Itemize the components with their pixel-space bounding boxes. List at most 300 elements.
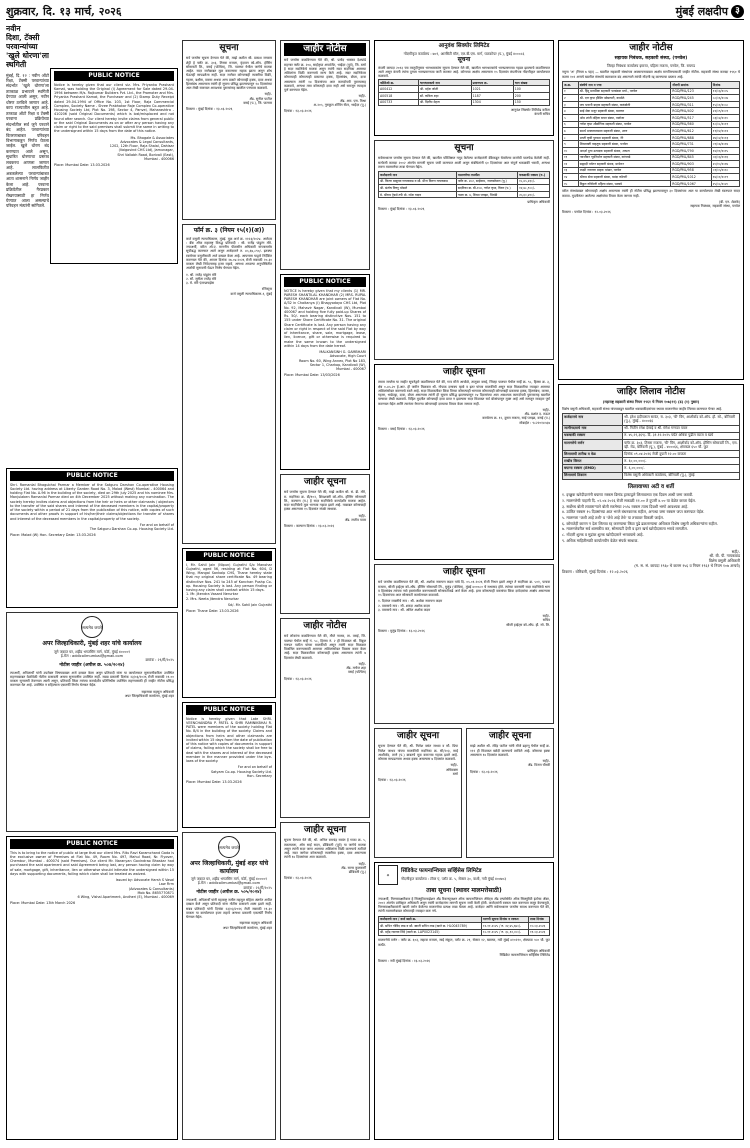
- table-row: [563, 161, 740, 168]
- notice-body: सर्व जनतेस कळविण्यात येते की, श्री. प्रमोद भास्कर देशपांडे राहणार फ्लॅट क्र. २०४, साईकृपा अपार्टमेंट, भाईंदर (पूर्व), जि. ठाणे हे सदर सदनिकेचे मालक असून त्यांनी सदर सदनिका आमच्या अशिलांना विक्री करण्याचे मान्य केले आहे. सदर सदनिकेवर कोणाचाही कोणत्याही प्रकारचा हक्क, हितसंबंध, बोजा, दावा असल्यास त्यांनी १४ दिवसांच्या आत कागदोपत्री पुराव्यासह कळवावे, अन्यथा तसा कोणताही दावा नाही असे समजून व्यवहार पूर्ण करण्यात येईल.: [284, 58, 366, 92]
- notice-title: PUBLIC NOTICE: [186, 551, 272, 561]
- notice-place-date: दिनांक : १३.०३.२०२६: [470, 769, 498, 774]
- field-label: राखीव किंमत: [563, 458, 623, 465]
- notice-place-date: Place: Mumbai Date: 13/03/2026: [284, 373, 340, 378]
- table-cell: श्री. दत्त कृपा हौसिंग सोसायटी, कामोठे: [578, 95, 670, 102]
- table-cell: सह्याद्री पर्यटन सहकारी संस्था, माथेरान: [578, 161, 670, 168]
- reference-number: क्रमांक : २१/टी/२०२५: [145, 658, 174, 663]
- terms-title: लिलावाच्या अटी व शर्ती: [627, 483, 675, 490]
- notice-place-date: ठिकाण : मुंबई दिनांक : १३.०३.२०२६: [378, 206, 425, 211]
- table-cell: १४/११/२०१५: [711, 147, 739, 154]
- terms-list: [562, 492, 740, 543]
- paper-name: [676, 5, 744, 19]
- notice-signature: सही/- सचिव श्रीजी हाईट्स को-ऑप. हौ. सो. लि.: [506, 614, 550, 627]
- property-description: मालमत्तेचे वर्णन : फ्लॅट क्र. ६०३, सहावा मजला, साई संकुल, प्लॉट क्र. २१, सेक्टर १२, खारघर, नवी मुंबई ४१०२१०, क्षेत्रफळ ५५० चौ. फूट कार्पेट.: [378, 938, 550, 947]
- public-notice-lost-agreement: [50, 68, 178, 264]
- table-cell: 1304: [471, 99, 513, 106]
- notice-signature: सहाय्यक महसूल अधिकारी अपर जिल्हाधिकारी कार्यालय, मुंबई शहर: [124, 689, 174, 698]
- field-label: लिलावाचे ठिकाण: [563, 472, 623, 479]
- notice-signature: (बी. एन. शेळके) सहायक निबंधक, सहकारी संस्था, पनवेल: [690, 199, 740, 209]
- table-row: [379, 99, 550, 106]
- company-name: आनुवंश सिक्योर लिमिटेड: [438, 43, 490, 49]
- notice-signature: MALKANSINH G. GAMBHARI Advocate, High Court Room No. 60, Wing Annex, Plot No 183, Sector 1, Charkop, Kandivali (W), Mumbai - 400067: [298, 350, 366, 371]
- list-item: ३. सर्वोच्च बोली लावणाऱ्याने बोली रकमेच्या २५% रक्कम त्याच दिवशी भरणे आवश्यक आहे.: [562, 503, 689, 509]
- table-cell: १२,७८,९००/-: [518, 185, 550, 192]
- bank-address: नोंदणीकृत कार्यालय : टॉवर ए, प्लॉट क्र. ५, सेक्टर ३०, वाशी, नवी मुंबई ४००७०३: [401, 877, 507, 882]
- jahir-suchana-mulund: [374, 564, 554, 724]
- table-cell: २५,६०,४१०/-: [518, 191, 550, 198]
- table-row: [563, 128, 740, 135]
- notice-place-date: दिनांक : १३.०३.२०२६: [378, 778, 406, 782]
- jahir-notice-navghar: [280, 618, 370, 818]
- table-cell: विठ्ठल रुक्मिणी महिला संस्था, पळस्पे: [578, 180, 670, 187]
- notice-signature: सही/- ॲड. सुनील पाटील वसई (प.), जि. पालघर: [243, 92, 272, 105]
- field-label: बयाणा रक्कम (EMD): [563, 465, 623, 472]
- list-item: 1. Mr. Jitendra Vasant Nerurkar: [186, 592, 239, 597]
- list-item: ५. मालमत्ता 'जशी आहे तशी' व 'जेथे आहे तेथे' या तत्त्वावर विकली जाईल.: [562, 515, 664, 521]
- list-item: २. मालमत्तेची पाहणी दि. ०२.०४.२०२६ रोजी सकाळी ११.०० ते दुपारी ४.०० या वेळेत करता येईल.: [562, 498, 697, 504]
- notice-body: सर्व जनतेस सूचना देण्यात येते की, माझे अशील श्री. प्रकाश जयराम शेट्टी हे फ्लॅट क्र. ३०३, तिसरा मजला, वृंदावन को-ऑप. हौसिंग सोसायटी लि., वसई (पश्चिम), जि. पालघर येथील जागेचे मालक आहेत. सदर जागेबाबत मुळ करारनामा गहाळ झाला असून शोध घेऊनही सापडलेला नाही. सदर जागेवर कोणत्याही व्यक्तीचा विक्री, गहाण, बक्षीस, वारसा अथवा अन्य प्रकारे कोणताही हक्क, दावा अथवा हितसंबंध असल्यास त्यांनी ही सूचना प्रसिद्ध झाल्यापासून १४ दिवसांच्या आत लेखी स्वरुपात आवश्यक पुराव्यांसह खालील पत्त्यावर कळवावे.: [186, 56, 272, 90]
- table-cell: RGD/PNL/402: [671, 108, 712, 115]
- notice-body: Notice is hereby given that Late SHRI. VEENCHANDRA P. PATEL & SHRI RAMNIKBHAI R. PATEL were members of the society holding Flat No. B/4 in the building of the society. Claims and objections from heirs and other claimants are invited within 15 days from the date of publication of this notice with copies of documents in support of claims, failing which the society shall be free to deal with the shares and interest of the deceased member in the manner provided under the bye-laws of the society.: [186, 716, 272, 763]
- table-cell: ९: [563, 141, 579, 148]
- notice-signature: सही/- अधिवक्ता ठाणे: [445, 763, 458, 776]
- table-cell: ०३/०४/२०१०: [711, 114, 739, 121]
- respondent-list: [186, 273, 272, 286]
- company-share-notice: [374, 40, 554, 136]
- notice-title: सूचना: [454, 143, 474, 153]
- possession-table: [378, 916, 550, 937]
- table-cell: साई सेवा मजूर सहकारी संस्था, खारघर: [578, 108, 670, 115]
- table-row: [563, 121, 740, 128]
- table-row: [563, 114, 740, 121]
- table-cell: श्री. महेश जोशी: [419, 86, 472, 93]
- table-cell: समर्थ मत्स्यव्यवसाय सहकारी संस्था, उरण: [578, 128, 670, 135]
- office-email: ई-मेल : addlcollmumbai@gmail.com: [197, 881, 261, 886]
- table-cell: १: [563, 88, 579, 95]
- table-cell: १४: [563, 174, 579, 181]
- table-cell: A00412: [379, 86, 419, 93]
- table-cell: २२/०९/२००९: [711, 108, 739, 115]
- table-row: [379, 86, 550, 93]
- table-row: [563, 154, 740, 161]
- table-cell: सौ. कविता शहा: [419, 92, 472, 99]
- table-cell: A00518: [379, 92, 419, 99]
- table-cell: RGD/PNL/958: [671, 167, 712, 174]
- notice-body: माझे अशील श्री. रविंद्र पाटील यांनी मौजे डहाणू येथील सर्व्हे क्र. ११२ ही मिळकत खरेदी करण्याचे ठरविले आहे. कोणाचा हक्क असल्यास १४ दिवसांत कळवावे.: [470, 744, 550, 757]
- field-value: रु. ६०,००,०००/-: [623, 458, 740, 465]
- masthead: [6, 4, 744, 20]
- notice-body: ज्याअर्थी, अपिलार्थी यांनी महाराष्ट्र जमीन महसूल संहिता अंतर्गत अपील दाखल केले असून प्रतिवादी यांना नोटीस बजावणे शक्य झाले नाही. सबब प्रतिवादी यांनी दिनांक २३/०३/२०२६ रोजी सकाळी ११.३० वाजता या कार्यालयात हजर राहावे अन्यथा प्रकरणी एकतर्फी निर्णय घेण्यात येईल.: [186, 898, 272, 920]
- table-cell: RGD/PNL/1012: [671, 174, 712, 181]
- table-cell: १३: [563, 167, 579, 174]
- notice-title: सूचना: [219, 43, 239, 53]
- notice-signature: आनुवंश सिक्योर लिमिटेड करिता कंपनी सचिव: [510, 108, 550, 117]
- notice-title: जाहीर नोटीस: [284, 43, 366, 56]
- table-row: [379, 923, 550, 930]
- table-cell: श्री. संतोष विष्णू भोसले: [379, 185, 457, 192]
- table-cell: प्रगती कृषी पुरवठा सहकारी संस्था, नेरे: [578, 134, 670, 141]
- office-name: अपर जिल्हाधिकारी, मुंबई शहर यांचे कार्यालय: [42, 640, 142, 647]
- bank-name: सिंडिकेट फायनान्शियल सर्व्हिसेस लिमिटेड: [401, 868, 482, 875]
- notice-title: PUBLIC NOTICE: [54, 71, 174, 81]
- table-cell: श्री. किरण बाबूराव गायकवाड व सौ. मीना किरण गायकवाड: [379, 178, 457, 185]
- table-row: [563, 465, 740, 472]
- notice-place-date: दिनांक : १३.०३.२०२६: [284, 876, 312, 881]
- table-cell: ओम शांती महिला बचत संस्था, तळोजा: [578, 114, 670, 121]
- table-cell: २०/१०/२०१७: [711, 161, 739, 168]
- table-cell: RGD/PNL/245: [671, 95, 712, 102]
- field-value: दिनांक ०९.०४.२०२६ रोजी दुपारी १२.०० वाजता: [623, 451, 740, 458]
- table-header-row: [379, 172, 550, 179]
- notice-title: सूचना: [457, 56, 471, 64]
- notice-place-date: ठिकाण : वसई दिनांक : १३.०३.२०२६: [378, 426, 425, 431]
- table-row: [563, 167, 740, 174]
- column-header: भाग संख्या: [513, 79, 549, 86]
- table-cell: RGD/PNL/790: [671, 147, 712, 154]
- notice-place-date: दिनांक : १३.०३.२०२६: [284, 109, 312, 113]
- notice-title: जाहीर सूचना: [442, 567, 486, 577]
- table-cell: २: [563, 95, 579, 102]
- notice-body: कर्ज वसुली न्यायाधिकरण, मुंबई. मूळ अर्ज क्र. ११२३/२०२४. अर्जदार : बँक ऑफ महाराष्ट्र विरुद्ध प्रतिवादी : श्री. राजेंद्र पांडुरंग मोरे. ज्याअर्थी, वरील ओ.ए. माननीय पीठासीन अधिकारी यांच्यासमोर सूचीबद्ध करण्यात आले असून अर्जदाराने रु. ४५,६७,८९०/- इतक्या रकमेच्या वसुलीसाठी अर्ज दाखल केला आहे. आपणास याद्वारे निर्देशित करण्यात येते की, आपण दिनांक २७.०४.२०२६ रोजी सकाळी १०.३० वाजता लेखी निवेदनासह हजर राहावे, अन्यथा आपल्या अनुपस्थितीत अर्जाची सुनावणी घेऊन निर्णय घेण्यात येईल.: [186, 236, 272, 271]
- table-cell: ५: [563, 114, 579, 121]
- society-table: [562, 81, 740, 188]
- field-value: विशेष वसुली अधिकारी कार्यालय, बोरिवली (पू.), मुंबई: [623, 472, 740, 479]
- table-cell: १०.०३.२०२६: [529, 923, 550, 930]
- notice-signature: सही/- ॲड. विजय चौधरी: [527, 759, 550, 768]
- table-cell: गणेश कृपा औद्योगिक सहकारी संस्था, पनवेल: [578, 121, 670, 128]
- column-header: ताबा दिनांक: [529, 916, 550, 923]
- notice-place-date: ठिकाण : मुंबई दिनांक : १३.०३.२०२६: [186, 107, 233, 111]
- notice-intro: विशेष वसुली अधिकारी, सहकारी संस्था यांच्याकडून खालील थकबाकीदारांच्या स्थावर मालमत्तेचा जाहीर लिलाव करण्यात येणार आहे.: [562, 406, 723, 411]
- table-cell: फ्लॅट क्र. ४०२, साईधाम, नालासोपारा (पू.): [456, 178, 517, 185]
- notice-body: This is to bring to the notice of public at large that our client Mrs. Ritu Ravi Karamchand Gada is the exclusive owner of Premises at Flat No. 49, Room No. 497, Mahul Road, Nr. Flyover, Chembur, Mumbai - 400074 (said Premises). Our client Mr. Naranyan Govindrao Bhaskar had purchased the said apartment and said Agreement being lost, any person having claim by way of sale, mortgage, gift, inheritance, lien or otherwise should intimate the undersigned within 15 days with supporting documents, failing which claim shall be treated as waived.: [10, 850, 174, 876]
- table-cell: 100: [513, 86, 549, 93]
- table-cell: ०१/०५/२०१८: [711, 167, 739, 174]
- table-cell: लक्ष्मी नारायण ग्राहक भांडार, पनवेल: [578, 167, 670, 174]
- table-cell: १८/०८/२०११: [711, 121, 739, 128]
- table-header-row: [379, 79, 550, 86]
- notice-signature: सही/- ॲड. मनोज शहा वसई (पश्चिम): [346, 661, 366, 675]
- table-cell: RGD/PNL/560: [671, 121, 712, 128]
- column-header: कर्जदाराचे नाव / कर्ज खाते क्र.: [379, 916, 482, 923]
- office-name: सहायक निबंधक, सहकारी संस्था, (पनवेल): [614, 56, 688, 62]
- table-row: [379, 929, 550, 936]
- notice-place-date: Place: Malad (W) Hon. Secretary Date: 13.03.2026: [10, 533, 96, 538]
- bank-header: [378, 865, 550, 885]
- table-cell: श्री. सचिन गोविंद लाड व सौ. स्वाती सचिन लाड (खाते क्र. HL0045789): [379, 923, 482, 930]
- recovery-notice-appeal-505: [182, 832, 276, 1140]
- list-item: २. सौ. सुनीता राजेंद्र मोरे: [186, 276, 217, 281]
- jahir-suchana-dahanu: [466, 728, 554, 858]
- table-cell: ३: [563, 101, 579, 108]
- notice-title: PUBLIC NOTICE: [10, 471, 174, 481]
- table-cell: RGD/PNL/612: [671, 128, 712, 135]
- table-cell: ८: [563, 134, 579, 141]
- table-cell: ७: [563, 128, 579, 135]
- notice-signature: For and on behalf of The Satguru Darshan Co-op. Housing Society Ltd.: [89, 522, 174, 531]
- notice-signature: सही/- ॲड. प्रशांत द. राऊत कार्यालय क्र. १२, दुसरा मजला, साई प्लाझा, वसई (प.) मोबाईल : ९८२२०१४५६७: [482, 407, 550, 425]
- table-row: [563, 413, 740, 425]
- table-cell: 1021: [471, 86, 513, 93]
- notice-title: जाहीर सूचना: [488, 731, 532, 741]
- table-cell: ६: [563, 121, 579, 128]
- notice-title: ताबा सूचना (स्थावर मालमत्तेसाठी): [426, 887, 502, 894]
- notice-body: तमाम जनतेस या जाहीर सूचनेद्वारे कळविण्यात येते की, गाव मौजे आचोळे, तालुका वसई, जिल्हा पालघर येथील सर्व्हे क्र. ९८, हिस्सा क्र. ३, क्षेत्र ०-४५-२० हे.आर. ही जमीन मिळकत श्री. गोपाळ दत्तात्रय म्हात्रे व इतर यांच्या मालकीची असून सदर मिळकतीचा व्यवहार आमच्या अशिलांसोबत करण्याचे ठरले आहे. सदर मिळकतीवर किंवा तिच्या कोणत्याही भागावर कोणाचाही कोणत्याही प्रकारचा हक्क, हितसंबंध, वारसा, गहाण, भाडेपट्टा, दावा, बोजा असल्यास त्यांनी ही सूचना प्रसिद्ध झाल्यापासून १४ दिवसांच्या आत आवश्यक कागदोपत्री पुराव्यासह खालील पत्त्यावर लेखी कळवावे. विहित मुदतीत कोणताही दावा प्राप्त न झाल्यास सदर मिळकत सर्व बोजांपासून मुक्त आहे असे समजून व्यवहार पूर्ण करण्यात येईल आणि त्यानंतर येणाऱ्या कोणत्याही दाव्याचा विचार केला जाणार नाही.: [378, 380, 550, 406]
- table-row: [563, 147, 740, 154]
- notice-body: सर्व लोकांना कळविण्यात येते की, मौजे नवघर, ता. वसई, जि. पालघर येथील सर्व्हे नं. ५८, हिस्सा नं. २ ही मिळकत श्री. विठ्ठल गणपत पाटील यांच्या मालकीची असून त्यांनी सदर मिळकत विकसित करण्यासाठी आमच्या अशिलांसोबत विकास करार केला आहे. सदर मिळकतीवर कोणाचाही हक्क असल्यास त्यांनी ७ दिवसांत लेखी कळवावे.: [284, 634, 366, 660]
- claimant-list: [186, 592, 272, 601]
- field-label: थकबाकी रक्कम: [563, 432, 623, 439]
- table-cell: RGD/PNL/731: [671, 141, 712, 148]
- table-row: [563, 432, 740, 439]
- auction-details-table: [562, 413, 740, 480]
- public-notice-deceased-member: [182, 702, 276, 828]
- notice-title: जाहीर सूचना: [303, 825, 347, 835]
- table-cell: १२/०३/२००५: [711, 88, 739, 95]
- table-cell: RGD/PNL/517: [671, 114, 712, 121]
- notice-signature: Issued by: Advocate Harsh S Vasal Law Firm (Advocates & Consultants) Mob No. 8655770871 6 Wing, Vishal Apartment, Andheri (E), Mumbai - 400069: [77, 878, 174, 899]
- field-label: कर्जदाराचे नाव: [563, 413, 623, 425]
- notice-title: नोटीस जाहीर (अपील क्र. ५०४/२०२४): [59, 662, 125, 668]
- table-header-row: [563, 81, 740, 88]
- field-label: जामीनदाराचे नाव: [563, 425, 623, 432]
- jahir-suchana-kalyan: [280, 474, 370, 614]
- notice-body: कंपनी कायदा २०१३ च्या तरतुदीनुसार भागधारकांना सूचना देण्यात येते की, खालील भागधारकांचे भागप्रमाणपत्र गहाळ झाल्याचे कळविण्यात आले असून कंपनी त्यांना दुय्यम भागप्रमाणपत्र जारी करणार आहे. कोणाचा आक्षेप असल्यास १५ दिवसांत कंपनीच्या नोंदणीकृत कार्यालयात कळवावे.: [378, 65, 550, 79]
- paper-title: मुंबई लक्षदीप: [675, 4, 728, 18]
- table-row: [379, 191, 550, 198]
- column-header: दिनांक: [711, 81, 739, 88]
- field-value: रु. ४५,२१,३६९/- दि. ३१.१२.२०२५ पर्यंत अधिक पुढील व्याज व खर्च: [623, 432, 740, 439]
- notice-place-date: Place: Mumbai Date: 13.03.2026: [54, 163, 110, 167]
- table-cell: २५/०८/२०२०: [711, 180, 739, 187]
- table-row: [563, 439, 740, 451]
- table-cell: आदर्श दुग्ध उत्पादक सहकारी संस्था, आपटा: [578, 147, 670, 154]
- table-cell: A00733: [379, 99, 419, 106]
- list-item: ३. मे. मोरे एंटरप्रायझेस: [186, 281, 215, 285]
- list-item: ४. उर्वरित रक्कम १५ दिवसांच्या आत भरणे बंधनकारक राहील, अन्यथा जमा रक्कम जप्त करण्यात येईल.: [562, 509, 705, 515]
- table-cell: १८.११.२०२५ / रु. ३८,१२,०००/-: [481, 929, 528, 936]
- notice-title: जाहीर सूचना: [303, 477, 347, 487]
- shareholder-table: [378, 79, 550, 106]
- table-row: [563, 141, 740, 148]
- table-cell: नवजीवन गृहनिर्माण सहकारी संस्था, करंजाडे: [578, 154, 670, 161]
- table-cell: शिवशक्ती वाहतूक सहकारी संस्था, पनवेल: [578, 141, 670, 148]
- public-auction-notice: [558, 384, 744, 1140]
- office-email: ई-मेल : addlcollmumbai@gmail.com: [60, 653, 124, 658]
- column-header: कर्जदाराचे नाव: [379, 172, 457, 179]
- table-cell: RGD/PNL/688: [671, 134, 712, 141]
- notice-body: Notice is hereby given that our client viz. Mrs. Priyanka Prashant Kamat, was holding the Original (i) Agreement for Sale dated 29-04-1994 between M/s. Rajkumar Builders Pvt. Ltd., the Promoter and Mrs. Priyanka Prashant Kamat, the Purchaser and (2) Stamp Duty Receipt dated 29-04-1994 of Office No. 103, 1st Floor, Raja Commercial Complex, Society Name - Shree Prabhakar Raje Complex Co-operative Housing Society Ltd, Plot No. 198, Sector 4, Panvel, Maharashtra - 410206 (said Original Documents) which is lost/misplaced and not found after search. Our client hereby invite claims from general public or the said Original Documents as on or after any person having any claim or right to the said premises shall submit the same in writing to the undersigned within 15 days from the date of this notice.: [54, 82, 174, 134]
- list-item: ६. कोणतेही कारण न देता लिलाव रद्द करण्याचा किंवा पुढे ढकलण्याचा अधिकार विशेष वसुली अधिकाऱ्यांना राहील.: [562, 520, 718, 526]
- table-cell: ०९/०७/२०१४: [711, 141, 739, 148]
- table-cell: RGD/PNL/123: [671, 88, 712, 95]
- field-label: मालमत्तेचे वर्णन: [563, 439, 623, 451]
- table-row: [379, 92, 550, 99]
- notice-body: त्याअर्थी, अपिलार्थी यांनी उपरोक्त विषयाबाबत अर्ज दाखल केला असून प्रतिवादी यांना या कार्यालयात सुनावणीकरिता उपस्थित राहण्याबाबत वेळोवेळी नोटीस बजावली असता सुनावणीस उपस्थित नाही. सबब प्रकरणी दिनांक २३/०३/२०२६ रोजी सकाळी ११.०० वाजता सुनावणी ठेवण्यात आली असून, प्रतिवादी किंवा त्यांच्या कायदेशीर प्रतिनिधीस उपस्थित राहण्यासाठी ही जाहीर नोटीस प्रसिद्ध करण्यात येत आहे. उपस्थित न राहिल्यास एकतर्फी निर्णय घेण्यात येईल.: [10, 670, 174, 688]
- notice-body: सर्व जनतेस कळविण्यात येते की, श्री. अशोक नारायण कदम यांचे दि. ०५.०१.२०२६ रोजी निधन झाले असून ते सदनिका क्र. ५०१, पाचवा मजला, श्रीजी हाईट्स को-ऑप. हौसिंग सोसायटी लि., मुलुंड (पश्चिम), मुंबई ४०००८० चे सभासद होते. त्यांच्या वारसांनी सदर सदनिकेचे भाग व हितसंबंध त्यांच्या नावे हस्तांतरित करण्यासाठी सोसायटीकडे अर्ज केला आहे. इतर कोणत्याही वारसांचा किंवा दावेदारांचा आक्षेप असल्यास १५ दिवसांच्या आत सोसायटी कार्यालयात कळवावे.: [378, 580, 550, 597]
- column-header: भागधारकाचे नाव: [419, 79, 472, 86]
- notice-place-date: Place: Mumbai Date: 13th March 2026: [10, 901, 76, 906]
- notice-subtitle: (महाराष्ट्र सहकारी संस्था नियम १९६१ चे नियम १०७(११) (ड) (१) नुसार): [602, 400, 700, 405]
- table-cell: RGD/PNL/903: [671, 161, 712, 168]
- table-cell: श्रीराम सेवा सहकारी संस्था, खांदा कॉलनी: [578, 174, 670, 181]
- table-cell: श्री. दिलीप मेहता: [419, 99, 472, 106]
- table-cell: १५/०१/२००८: [711, 101, 739, 108]
- field-value: फ्लॅट क्र. ३०३, तिसरा मजला, 'बी' विंग, आशीर्वाद को-ऑप. हौसिंग सोसायटी लि., एस. व्ही. रोड, बोरिवली (पू.), मुंबई - ४०००६६, क्षेत्रफळ ६५० चौ. फूट: [624, 440, 738, 449]
- news-story: [6, 24, 49, 464]
- table-cell: १५: [563, 180, 579, 187]
- page-number-badge: ३: [731, 5, 744, 18]
- list-item: १. इच्छुक खरेदीदारांनी बयाणा रक्कम डिमांड ड्राफ्टद्वारे लिलावाच्या एक दिवस आधी जमा करावी.: [562, 492, 694, 498]
- field-value: श्री. हरेश प्रदीपलाल सावंत, रा. ३०३, 'बी' विंग, आशीर्वाद को-ऑप. हौ. सो., बोरिवली (पू.), मुंबई - ४०००६६: [623, 413, 740, 425]
- list-item: ९. अधिक माहितीसाठी कार्यालयीन वेळेत संपर्क साधावा.: [562, 537, 639, 543]
- table-cell: श्री. महेंद्र रामराव शिंदे (खाते क्र. LAP0023145): [379, 929, 482, 936]
- notice-signature: Ms. Bhogale & Associates Advocates & Legal Consultants, 1202, 12th Floor, Raja Shalal, Dahisar (Vaigovind CHS Ltd), Jamunagar, Shri Vallabh Road, Borivali (East), Mumbai - 400066: [109, 135, 174, 161]
- notice-title: जाहीर नोटीस: [629, 43, 673, 53]
- table-cell: मे. श्रीराम ट्रेडर्स तर्फे प्रो. रमेश यादव: [379, 191, 457, 198]
- suchana-notice-vasai: [182, 40, 276, 220]
- table-row: [563, 101, 740, 108]
- notice-signature: For and on behalf of Satyam Co-op. Housing Society Ltd. Hon. Secretary: [210, 765, 272, 778]
- notice-signature: प्राधिकृत अधिकारी: [527, 200, 550, 205]
- notice-title: PUBLIC NOTICE: [10, 839, 174, 849]
- table-cell: श्री. हिंदू प्राथमिक सहकारी पतसंस्था मर्या., पनवेल: [578, 88, 670, 95]
- table-cell: ११/१२/२०१२: [711, 128, 739, 135]
- office-address: जुने जकात घर, शहीद भगतसिंग मार्ग, फोर्ट, मुंबई ४००००१: [190, 877, 268, 881]
- table-row: [563, 180, 740, 187]
- notice-place-date: Place: Mumbai Date: 13.03.2026: [186, 780, 242, 784]
- table-row: [563, 95, 740, 102]
- story-body: मुंबई, दि. १२ : नवीन ऑटो रिक्षा, टॅक्सी परवान्यांच्या संदर्भात 'खुले धोरणा'ला तात्काळ प्रभावाने स्थगिती देण्यात आली असून, नवीन धोरण ठरविले जाणार आहे. काय राज्यातील बहुत आहे. तत्काळ ऑटो रिक्षा व टॅक्सी परवाना प्रक्रियेच्या संदर्भातील सर्व जुने परवाने बंद आहेत. परवान्यांच्या वितरणाबाबत परिवहन विभागाकडून निर्णय घेतला जाईल. खुले धोरण बंद करण्यात आले असून, सुधारित धोरणाचा प्रस्ताव लवकरच आणला जाणार आहे. लालफितीत अडकलेल्या परवान्यांबाबत आता शासनाने निर्णय जाहीर केला आहे. परवाना प्रक्रियेतील गैरप्रकार रोखण्यासाठी हा निर्णय घेण्यात आला असल्याचे परिवहन मंत्र्यांनी सांगितले.: [6, 72, 49, 209]
- office-address: जिल्हा निबंधक कार्यालय इमारत, पहिला मजला, पनवेल, जि. रायगड: [606, 63, 696, 68]
- government-emblem-icon: सत्यमेव जयते: [218, 836, 240, 858]
- notice-title: फॉर्म क्र. ३ (नियम १५(१)(अ)): [193, 227, 265, 234]
- table-cell: १८,४५,२३०/-: [518, 178, 550, 185]
- jahir-suchana-land-vasai: [374, 364, 554, 560]
- table-row: [379, 178, 550, 185]
- column-header: प्रमाणपत्र क्र.: [471, 79, 513, 86]
- notice-footer: वरील संस्थांबाबत कोणाचाही आक्षेप असल्यास त्यांनी ही नोटीस प्रसिद्ध झाल्यापासून ३० दिवसांच्या आत या कार्यालयात लेखी स्वरुपात सादर करावा. मुदतीनंतर आलेल्या आक्षेपांचा विचार केला जाणार नाही.: [562, 189, 740, 198]
- notice-place-date: दिनांक : १३.०३.२०२६: [284, 676, 312, 681]
- story-headline: नवीन दिशा, टॅक्सी परवान्यांच्या 'खुले धोरणा'ला स्थगिती: [6, 24, 49, 70]
- notice-signature: सही/- ॲड. राजीव पवार: [344, 513, 366, 522]
- table-cell: जय भवानी ग्राहक सहकारी संस्था, कळंबोली: [578, 101, 670, 108]
- table-cell: १२.११.२०२५ / रु. २२,४५,६७०/-: [481, 923, 528, 930]
- borrower-table: [378, 171, 550, 198]
- table-cell: गाळा क्र. ७, शिवम प्लाझा, भिवंडी: [456, 191, 517, 198]
- list-item: 2. Mrs. Neeta Jitendra Nerurkar: [186, 596, 239, 601]
- notice-title: PUBLIC NOTICE: [186, 705, 272, 715]
- column-header: मागणी सूचना दिनांक व रक्कम: [481, 916, 528, 923]
- public-notice-share-certificate: [182, 548, 276, 698]
- table-row: [563, 458, 740, 465]
- table-row: [563, 134, 740, 141]
- notice-place-date: Place: Thane Date: 13.03.2026: [186, 609, 239, 613]
- notice-place-date: ठिकाण : नवी मुंबई दिनांक : १३.०३.२०२६: [378, 959, 431, 964]
- notice-place-date: ठिकाण : कल्याण दिनांक : १३.०३.२०२६: [284, 524, 335, 528]
- notice-body: सूचना देण्यात येते की, श्री. निलेश वसंत जाधव व सौ. प्रिया निलेश जाधव यांच्या मालकीची सदनिका क्र. सी/२०३, साई आशीर्वाद, ठाणे (प.) बाबतचे मूळ करारपत्र गहाळ झाले आहे. कोणास सापडल्यास अथवा हक्क असल्यास ७ दिवसांत कळवावे.: [378, 744, 458, 761]
- table-cell: १७/०१/२०१९: [711, 174, 739, 181]
- table-cell: 200: [513, 92, 549, 99]
- cooperative-deregistration-notice: [558, 40, 744, 380]
- drt-summons-form: [182, 224, 276, 544]
- notice-body: NOTICE is hereby given that my clients (1) MR. PARESH SHANTILAL KHANDHAR (2) MRS. RUPAL PARESH KHANDHAR are joint owners of Flat No. A/32 in Chaitanya (I) Bhagyodaya CHS Ltd, Plot No. 92, Mahavir Nagar, Kandivali (W), Mumbai 400067 and holding five fully paid-up Shares of Rs. 50/- each bearing distinctive Nos. 151 to 155 under Share Certificate No. 31. The original Share Certificate is lost. Any person having any claim or right in respect of the said Flat by way of inheritance, share, sale, mortgage, lease, lien, licence, gift or otherwise is required to make the same known to the undersigned within 14 days from the date hereof.: [284, 288, 366, 348]
- table-cell: RGD/PNL/311: [671, 101, 712, 108]
- office-address: जुने जकात घर, शहीद भगतसिंग मार्ग, फोर्ट, मुंबई ४००००१: [53, 649, 131, 654]
- table-cell: १२: [563, 161, 579, 168]
- list-item: १. दिवंगत व्यक्तीचे नाव : श्री. अशोक नारायण कदम: [378, 599, 443, 604]
- table-row: [563, 425, 740, 432]
- table-cell: २७/०२/२०१३: [711, 134, 739, 141]
- field-label: लिलावाची तारीख व वेळ: [563, 451, 623, 458]
- notice-title: जाहिर लिलाव नोटीस: [616, 387, 686, 397]
- government-emblem-icon: सत्यमेव जयते: [81, 616, 103, 638]
- column-header: नोंदणी क्रमांक: [671, 81, 712, 88]
- notice-signature: सही/- ॲड. सागर कुलकर्णी डोंबिवली (पू.): [341, 861, 366, 874]
- notice-signature: सही/- ॲड. आर. एस. मिश्रा अ-२०५, गुरुकुल शॉपिंग सेंटर, भाईंदर (पू.): [313, 94, 366, 107]
- field-value: श्री. नितीन रमेश देसाई व श्री. मंगेश गणपत पवार: [623, 425, 740, 432]
- table-cell: ०८/०६/२००७: [711, 95, 739, 102]
- column-header: फोलिओ क्र.: [379, 79, 419, 86]
- list-item: १. श्री. राजेंद्र पांडुरंग मोरे: [186, 272, 217, 277]
- jahir-notice-bhayandar: [280, 40, 370, 270]
- table-row: [563, 174, 740, 181]
- column-header: अ.क्र.: [563, 81, 579, 88]
- table-cell: ०६/०३/२०१६: [711, 154, 739, 161]
- list-item: २. वारसाचे नाव : सौ. शारदा अशोक कदम: [378, 603, 430, 608]
- table-cell: 1187: [471, 92, 513, 99]
- reference-number: क्रमांक : २२/टी/२०२५: [243, 885, 272, 890]
- public-notice-society-member: [6, 468, 178, 608]
- column-header: संस्थेचे नाव व पत्ता: [578, 81, 670, 88]
- jahir-suchana-thane: [374, 728, 462, 858]
- notice-body: सर्वसाधारण जनतेस सूचना देण्यात येते की, खालील परिशिष्टात नमूद केलेल्या कर्जदारांनी बँकेकडून घेतलेल्या कर्जाची परतफेड केलेली नाही. सरफेसी कायदा २००२ अंतर्गत मागणी सूचना जारी करण्यात आली असून संबंधितांनी ६० दिवसांच्या आत संपूर्ण थकबाकी भरावी, अन्यथा तारण मालमत्तेचा ताबा घेण्यात येईल.: [378, 156, 550, 169]
- bank-logo-icon: ◈: [378, 865, 398, 885]
- sarfaesi-demand-notice: [374, 140, 554, 360]
- table-row: [563, 108, 740, 115]
- table-cell: सदनिका क्र. बी-१०४, गणेश कृपा, विरार (प.): [456, 185, 517, 192]
- notice-place-date: ठिकाण : मुलुंड दिनांक : १३.०३.२०२६: [378, 628, 425, 633]
- company-address: नोंदणीकृत कार्यालय : ७०१, आरसिटी मॉल, एल.बी.एस. मार्ग, घाटकोपर (प.), मुंबई ४०००८६: [403, 51, 525, 56]
- table-header-row: [379, 916, 550, 923]
- heir-list: [378, 599, 550, 612]
- notice-title: जाहीर नोटीस: [303, 621, 347, 631]
- table-cell: RGD/PNL/845: [671, 154, 712, 161]
- table-cell: ४: [563, 108, 579, 115]
- notice-title: PUBLIC NOTICE: [284, 277, 366, 287]
- table-cell: ११: [563, 154, 579, 161]
- notice-signature: सही/- श्री. बी. पी. गायकवाड विशेष वसुली अधिकारी (म. स. सं. कायदा १९६० चे कलम १५६ व नियम १९६१ चे नियम १०७ अन्वये): [634, 548, 740, 568]
- notice-intro: नमुना 'अ' (नियम ७ पहा) — खालील सहकारी संस्थांच्या अवसायनाबाबत आक्षेप मागविण्यासाठी जाहीर नोटीस. सहकारी संस्था कायदा १९६० चे कलम १०२ अन्वये खालील संस्थांचे कामकाज बंद असल्याने त्यांची नोंदणी रद्द करण्याचा प्रस्ताव आहे.: [562, 70, 740, 79]
- notice-signature: Sd/- Mr. Sahil Jain Gujrathi: [227, 602, 272, 607]
- table-row: [563, 451, 740, 458]
- notice-signature: प्राधिकृत अधिकारी सिंडिकेट फायनान्शियल सर्व्हिसेस लिमिटेड: [499, 948, 550, 958]
- notice-signature: सहाय्यक महसूल अधिकारी अपर जिल्हाधिकारी कार्यालय, मुंबई शहर: [222, 921, 272, 930]
- public-notice-lost-share: [280, 274, 370, 470]
- notice-title: जाहीर सूचना: [396, 731, 440, 741]
- possession-notice-bank: [374, 862, 554, 1140]
- notice-signature: रजिस्ट्रार कर्ज वसुली न्यायाधिकरण-१, मुंबई: [230, 287, 272, 296]
- jahir-suchana-dombivli: [280, 822, 370, 1140]
- office-name: अपर जिल्हाधिकारी, मुंबई शहर यांचे कार्यालय: [189, 860, 269, 875]
- table-cell: १०: [563, 147, 579, 154]
- notice-place-date: ठिकाण : बोरिवली, मुंबई दिनांक : १२.०३.२०२६: [562, 569, 628, 575]
- notice-body: I, Mr. Sahil Jain (Nipun) Gujrathi S/o Manohar Gujrathi, aged 56, residing at Flat No. 604, D Wing, Mangal Sankalp CHS, Thane hereby state that my original share certificate No. 49 bearing distinctive Nos. 241 to 245 of Kanchan Pushp Co-op. Housing Society is lost. Any person finding or having any claim shall contact within 15 days.: [186, 562, 272, 592]
- column-header: थकबाकी रक्कम (रु.): [518, 172, 550, 179]
- list-item: ८. नोंदणी शुल्क व मुद्रांक शुल्क खरेदीदाराने भरावयाचे आहे.: [562, 532, 644, 538]
- list-item: ३. वारसाचे नाव : श्री. अमित अशोक कदम: [378, 607, 431, 612]
